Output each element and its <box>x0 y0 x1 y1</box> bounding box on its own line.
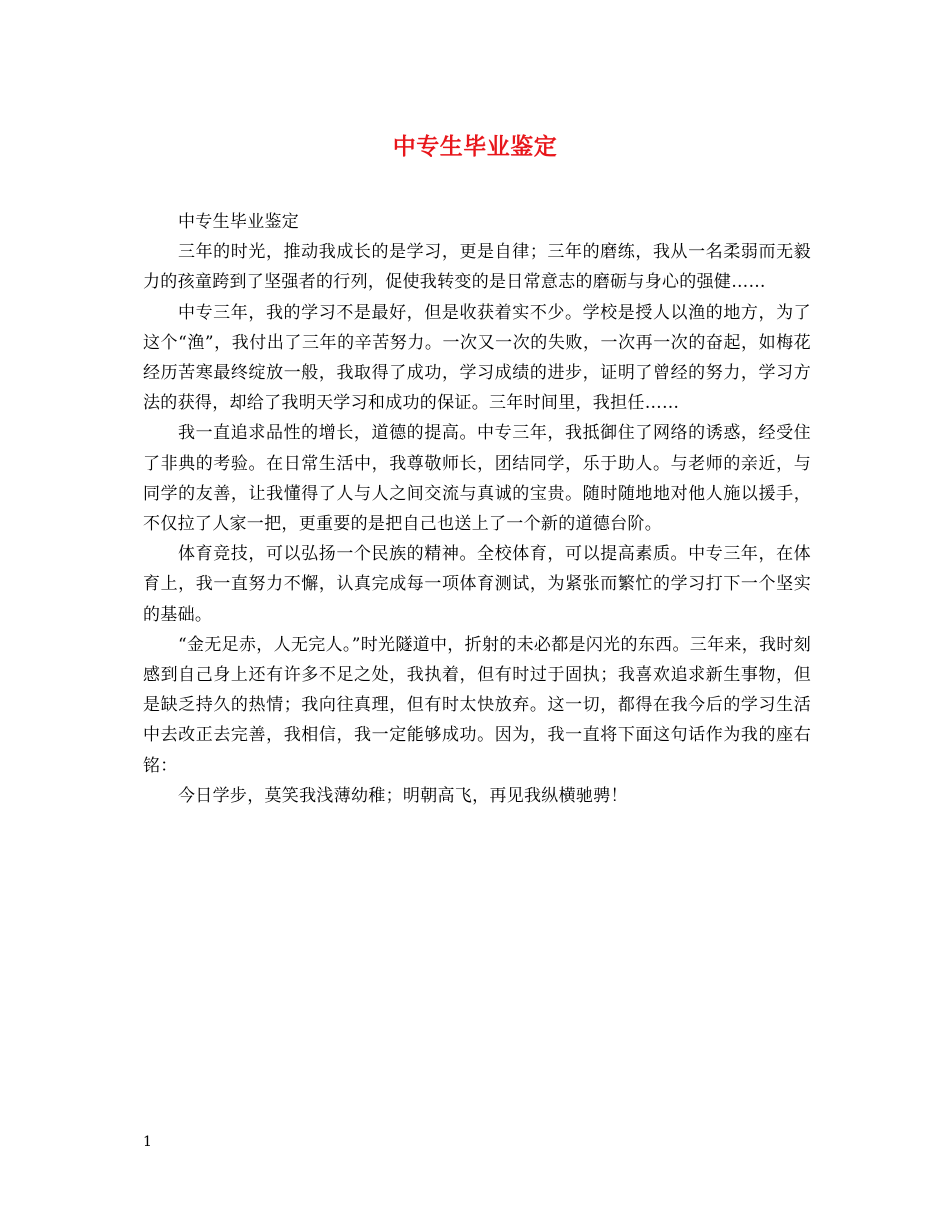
paragraph-4: 体育竞技，可以弘扬一个民族的精神。全校体育，可以提高素质。中专三年，在体育上，我一直努力不懈，认真完成每一项体育测试，为紧张而繁忙的学习打下一个坚实的基础。 <box>143 544 811 625</box>
paragraph-6: 今日学步，莫笑我浅薄幼稚；明朝高飞，再见我纵横驰骋！ <box>178 785 628 806</box>
paragraph-5: “金无足赤，人无完人。”时光隧道中，折射的未必都是闪光的东西。三年来，我时刻感到自己身上还有许多不足之处，我执着，但有时过于固执；我喜欢追求新生事物，但是缺乏持久的热情；我向往真理，但有时太快放弃。这一切，都得在我今后的学习生活中去改正去完善，我相信，我一定能够成功。因为，我一直将下面这句话作为我的座右铭： <box>143 634 811 776</box>
paragraph-2: 中专三年，我的学习不是最好，但是收获着实不少。学校是授人以渔的地方，为了这个“渔”，我付出了三年的辛苦努力。一次又一次的失败，一次再一次的奋起，如梅花经历苦寒最终绽放一般，我取得了成功，学习成绩的进步，证明了曾经的努力，学习方法的获得，却给了我明天学习和成功的保证。三年时间里，我担任…… <box>143 302 811 414</box>
paragraph-heading: 中专生毕业鉴定 <box>178 212 300 232</box>
paragraph-1: 三年的时光，推动我成长的是学习，更是自律；三年的磨练，我从一名柔弱而无毅力的孩童跨到了坚强者的行列，促使我转变的是日常意志的磨砺与身心的强健…… <box>143 242 811 293</box>
document-title: 中专生毕业鉴定 <box>392 133 558 160</box>
page-number: 1 <box>143 1134 152 1150</box>
document-body <box>143 207 811 811</box>
paragraph-3: 我一直追求品性的增长，道德的提高。中专三年，我抵御住了网络的诱惑，经受住了非典的考验。在日常生活中，我尊敬师长，团结同学，乐于助人。与老师的亲近，与同学的友善，让我懂得了人与人之间交流与真诚的宝贵。随时随地地对他人施以援手，不仅拉了人家一把，更重要的是把自己也送上了一个新的道德台阶。 <box>143 423 811 535</box>
